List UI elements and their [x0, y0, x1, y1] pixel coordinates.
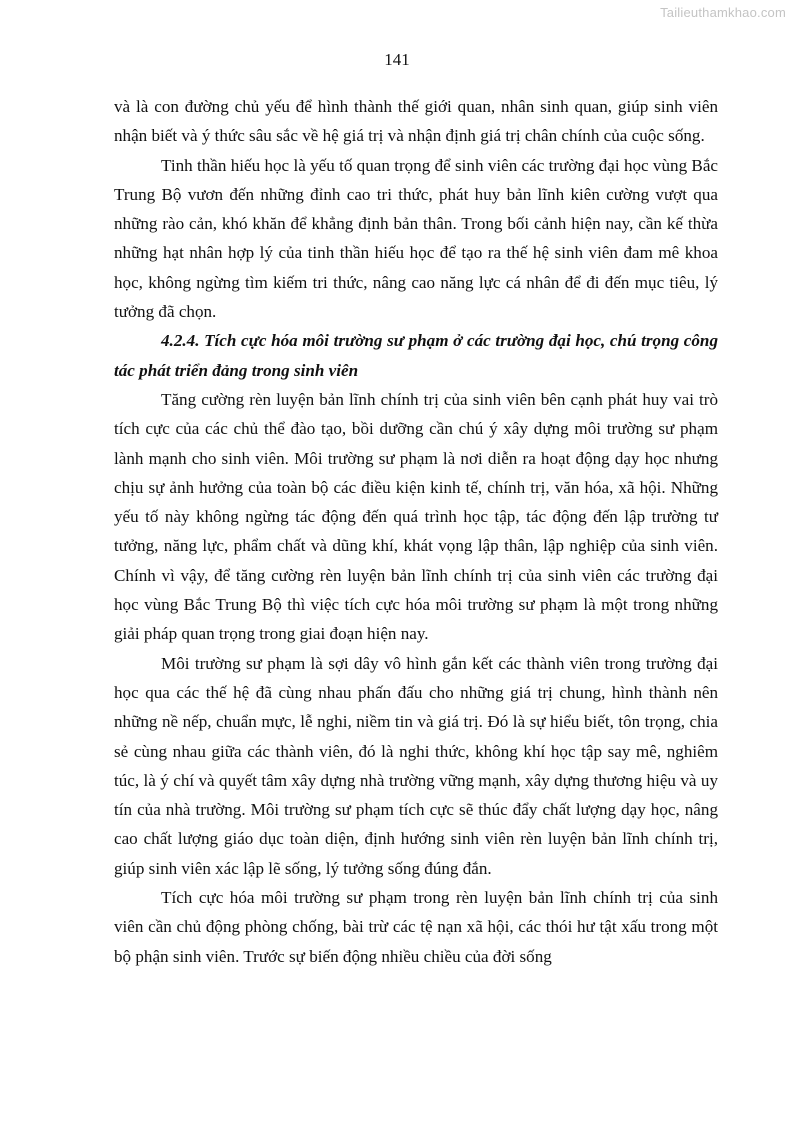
document-body — [114, 92, 718, 971]
page-number: 141 — [384, 50, 410, 69]
paragraph-soi-day-vo-hinh: Môi trường sư phạm là sợi dây vô hình gắn kết các thành viên trong trường đại học qua các thế hệ đã cùng nhau phấn đấu cho những giá trị chung, hình thành nên những nề nếp, chuẩn mực, lễ nghi, niềm tin và giá trị. Đó là sự hiểu biết, tôn trọng, chia sẻ cùng nhau giữa các thành viên, đó là nghi thức, không khí học tập say mê, nghiêm túc, là ý chí và quyết tâm xây dựng nhà trường vững mạnh, xây dựng thương hiệu và uy tín của nhà trường. Môi trường sư phạm tích cực sẽ thúc đẩy chất lượng dạy học, nâng cao chất lượng giáo dục toàn diện, định hướng sinh viên rèn luyện bản lĩnh chính trị, giúp sinh viên xác lập lẽ sống, lý tưởng sống đúng đắn. — [114, 653, 718, 878]
paragraph-hieu-hoc: Tinh thần hiếu học là yếu tố quan trọng để sinh viên các trường đại học vùng Bắc Trung Bộ vươn đến những đỉnh cao tri thức, phát huy bản lĩnh kiên cường vượt qua những rào cản, khó khăn để khẳng định bản thân. Trong bối cảnh hiện nay, cần kế thừa những hạt nhân hợp lý của tinh thần hiếu học để tạo ra thế hệ sinh viên đam mê khoa học, không ngừng tìm kiếm tri thức, nâng cao năng lực cá nhân để đi đến mục tiêu, lý tưởng đã chọn. — [114, 155, 718, 322]
paragraph-moi-truong-su-pham: Tăng cường rèn luyện bản lĩnh chính trị của sinh viên bên cạnh phát huy vai trò tích cực của các chủ thể đào tạo, bồi dưỡng cần chú ý xây dựng môi trường sư phạm lành mạnh cho sinh viên. Môi trường sư phạm là nơi diễn ra hoạt động dạy học nhưng chịu sự ảnh hưởng của toàn bộ các điều kiện kinh tế, chính trị, văn hóa, xã hội. Những yếu tố này không ngừng tác động đến quá trình học tập, tác động đến lập trường tư tưởng, năng lực, phẩm chất và dũng khí, khát vọng lập thân, lập nghiệp của sinh viên. Chính vì vậy, để tăng cường rèn luyện bản lĩnh chính trị của sinh viên các trường đại học vùng Bắc Trung Bộ thì việc tích cực hóa môi trường sư phạm là một trong những giải pháp quan trọng trong giai đoạn hiện nay. — [114, 389, 718, 644]
paragraph-tich-cuc-hoa: Tích cực hóa môi trường sư phạm trong rèn luyện bản lĩnh chính trị của sinh viên cần chủ động phòng chống, bài trừ các tệ nạn xã hội, các thói hư tật xấu trong một bộ phận sinh viên. Trước sự biến động nhiều chiều của đời sống — [114, 888, 718, 966]
watermark-text: Tailieuthamkhao.com — [660, 5, 786, 20]
paragraph-continuation: và là con đường chủ yếu để hình thành thế giới quan, nhân sinh quan, giúp sinh viên nhận biết và ý thức sâu sắc về hệ giá trị và nhận định giá trị chân chính của cuộc sống. — [114, 97, 718, 146]
section-heading-4-2-4: 4.2.4. Tích cực hóa môi trường sư phạm ở các trường đại học, chú trọng công tác phát triển đảng trong sinh viên — [114, 331, 718, 380]
